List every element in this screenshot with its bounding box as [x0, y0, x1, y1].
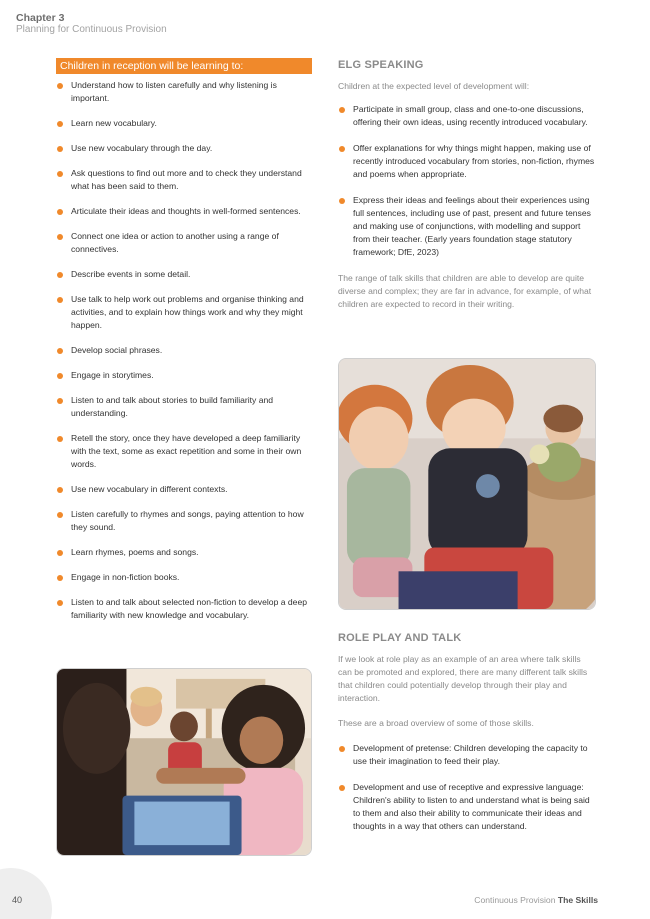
chapter-subtitle: Planning for Continuous Provision	[16, 24, 167, 35]
right-column	[338, 58, 596, 311]
list-item: Participate in small group, class and one-to-one discussions, offering their own ideas, using recently introduced vocabulary.	[338, 103, 596, 129]
list-item: Learn new vocabulary.	[56, 117, 312, 130]
list-item: Listen to and talk about stories to build familiarity and understanding.	[56, 394, 312, 420]
list-item: Use new vocabulary through the day.	[56, 142, 312, 155]
list-item: Express their ideas and feelings about their experiences using full sentences, including use of past, present and future tenses and making use of conjunctions, with modelling and support from their teacher. (Early years foundation stage statutory framework; DfE, 2023)	[338, 194, 596, 259]
list-item: Learn rhymes, poems and songs.	[56, 546, 312, 559]
elg-title: ELG SPEAKING	[338, 59, 424, 71]
list-item: Development and use of receptive and expressive language: Children's ability to listen to and understand what is being said to them and also their ability to communicate their ideas and thoughts in a way that others can understand.	[338, 781, 596, 833]
learning-heading: Children in reception will be learning to:	[56, 58, 312, 74]
list-item: Development of pretense: Children developing the capacity to use their imagination to feed their play.	[338, 742, 596, 768]
running-footer	[474, 895, 598, 905]
chapter-header	[16, 12, 167, 36]
list-item: Engage in non-fiction books.	[56, 571, 312, 584]
roleplay-list	[338, 742, 596, 833]
list-item: Understand how to listen carefully and why listening is important.	[56, 79, 312, 105]
roleplay-section	[338, 631, 596, 846]
toddlers-photo	[338, 358, 596, 610]
left-column	[56, 58, 312, 634]
list-item: Articulate their ideas and thoughts in well-formed sentences.	[56, 205, 312, 218]
page-number: 40	[12, 895, 23, 905]
list-item: Engage in storytimes.	[56, 369, 312, 382]
list-item: Ask questions to find out more and to check they understand what has been said to them.	[56, 167, 312, 193]
list-item: Retell the story, once they have developed a deep familiarity with the text, some as exact repetition and some in their own words.	[56, 432, 312, 471]
footer-series: Continuous Provision	[474, 895, 558, 905]
roleplay-title: ROLE PLAY AND TALK	[338, 632, 462, 644]
list-item: Use new vocabulary in different contexts.	[56, 483, 312, 496]
storytime-photo	[56, 668, 312, 856]
list-item: Listen carefully to rhymes and songs, paying attention to how they sound.	[56, 508, 312, 534]
elg-list	[338, 103, 596, 259]
chapter-number: Chapter 3	[16, 12, 65, 24]
learning-list	[56, 79, 312, 622]
roleplay-paragraph-1: If we look at role play as an example of an area where talk skills can be promoted and explored, there are many different talk skills that children could potentially develop through their play and interaction.	[338, 654, 588, 703]
elg-paragraph: The range of talk skills that children are able to develop are quite diverse and complex; they are far in advance, for example, of what children are expected to record in their writing.	[338, 273, 592, 309]
elg-intro: Children at the expected level of development will:	[338, 81, 530, 91]
list-item: Use talk to help work out problems and organise thinking and activities, and to explain how things work and why they might happen.	[56, 293, 312, 332]
list-item: Describe events in some detail.	[56, 268, 312, 281]
footer-book: The Skills	[557, 895, 598, 905]
list-item: Develop social phrases.	[56, 344, 312, 357]
roleplay-paragraph-2: These are a broad overview of some of those skills.	[338, 718, 534, 728]
page-corner-circle	[0, 868, 52, 919]
list-item: Offer explanations for why things might happen, making use of recently introduced vocabulary from stories, non-fiction, rhymes and poems when appropriate.	[338, 142, 596, 181]
list-item: Connect one idea or action to another using a range of connectives.	[56, 230, 312, 256]
list-item: Listen to and talk about selected non-fiction to develop a deep familiarity with new knowledge and vocabulary.	[56, 596, 312, 622]
